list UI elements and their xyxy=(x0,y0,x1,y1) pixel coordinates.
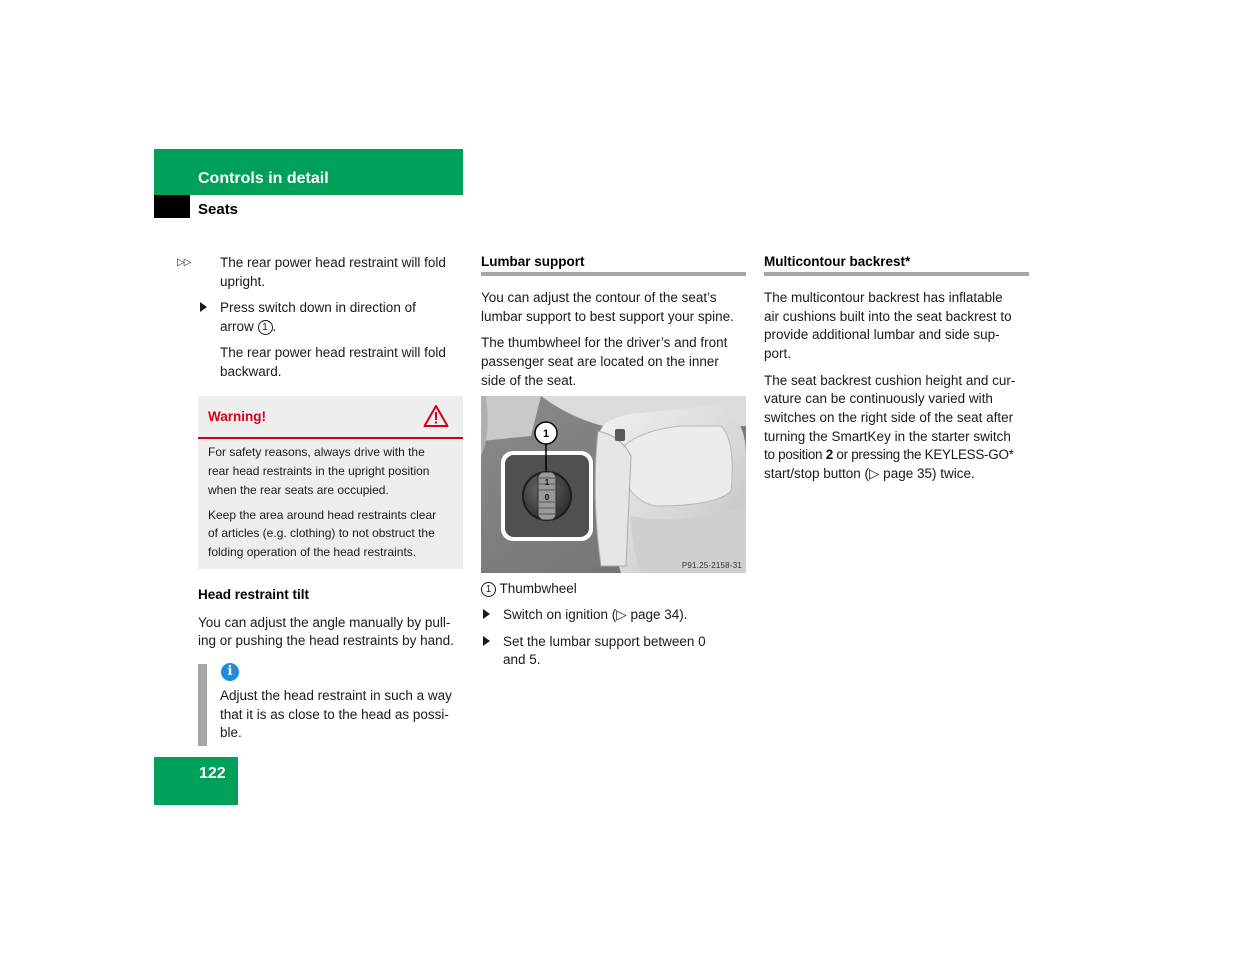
position-text: to position xyxy=(764,447,826,462)
info-side-bar xyxy=(198,664,207,746)
bullet-arrow-icon xyxy=(483,636,490,646)
position-number: 2 xyxy=(825,447,833,462)
photo-code: P91.25-2158-31 xyxy=(681,561,742,570)
multicontour-para1-line1: The multicontour backrest has inflatable xyxy=(764,290,1003,305)
warning-title: Warning! xyxy=(208,409,266,424)
fold-backward-text: The rear power head restraint will fold backward. xyxy=(220,345,446,379)
keyless-go-text: or pressing the KEYLESS-GO* xyxy=(832,447,1014,462)
lumbar-para2-line3: side of the seat. xyxy=(481,373,577,388)
subsection-marker xyxy=(154,195,190,218)
multicontour-para2-line1: The seat backrest cushion height and cur- xyxy=(764,373,1016,388)
multicontour-para1-line2: air cushions built into the seat backrest to xyxy=(764,309,1012,324)
lumbar-para1-line1: You can adjust the contour of the seat’s xyxy=(481,290,717,305)
bullet-arrow-icon xyxy=(200,302,207,312)
thumbwheel-photo xyxy=(481,396,746,573)
caption xyxy=(481,579,577,598)
step-press-text: arrow xyxy=(220,319,254,334)
warning-divider xyxy=(198,437,463,439)
fold-upright-text: The rear power head restraint will fold upright. xyxy=(220,255,446,289)
lumbar-step2-line1: Set the lumbar support between 0 xyxy=(503,634,706,649)
caption-number-badge: 1 xyxy=(481,582,496,597)
info-line1: Adjust the head restraint in such a way xyxy=(220,688,452,703)
subsection-title: Seats xyxy=(198,201,239,218)
wheel-mark-1: 1 xyxy=(544,478,550,487)
photo-callout-number: 1 xyxy=(542,428,550,440)
arrow-number-badge: 1 xyxy=(258,320,273,335)
multicontour-para2-line3: switches on the right side of the seat after xyxy=(764,410,1014,425)
warning-para2-line3: folding operation of the head restraints. xyxy=(208,545,417,559)
step-press-period: . xyxy=(272,319,277,334)
multicontour-para2-line2: vature can be continuously varied with xyxy=(764,391,993,406)
multicontour-heading-rule xyxy=(764,272,1029,276)
multicontour-para1-line4: port. xyxy=(764,346,792,361)
lumbar-step2-line2: and 5. xyxy=(503,652,541,667)
info-icon: i xyxy=(221,663,239,681)
bullet-arrow-icon xyxy=(483,609,490,619)
page-number: 122 xyxy=(199,765,226,782)
tilt-line2: ing or pushing the head restraints by hand. xyxy=(198,633,454,648)
lumbar-heading-rule xyxy=(481,272,746,276)
thumbwheel-illustration xyxy=(481,396,746,573)
step-press-line2 xyxy=(220,317,276,336)
lumbar-para1-line2: lumbar support to best support your spine. xyxy=(481,309,734,324)
lumbar-para2-line2: passenger seat are located on the inner xyxy=(481,354,719,369)
wheel-mark-0: 0 xyxy=(544,493,550,502)
multicontour-para2-line6: start/stop button (▷ page 35) twice. xyxy=(764,466,975,481)
multicontour-para1-line3: provide additional lumbar and side sup- xyxy=(764,327,1000,342)
warning-para1-line2: rear head restraints in the upright position xyxy=(208,464,430,478)
section-title: Controls in detail xyxy=(198,170,329,187)
warning-para2-line1: Keep the area around head restraints clear xyxy=(208,508,437,522)
warning-para1-line1: For safety reasons, always drive with the xyxy=(208,445,425,459)
step-press-line1: Press switch down in direction of xyxy=(220,300,416,315)
caption-text: Thumbwheel xyxy=(499,581,577,596)
lumbar-heading: Lumbar support xyxy=(481,254,585,269)
multicontour-para2-line5 xyxy=(764,445,1014,464)
warning-para2-line2: of articles (e.g. clothing) to not obstruct the xyxy=(208,526,435,540)
warning-triangle-icon xyxy=(423,404,449,428)
info-line2: that it is as close to the head as possi- xyxy=(220,707,449,722)
lumbar-step1: Switch on ignition (▷ page 34). xyxy=(503,607,688,622)
multicontour-heading: Multicontour backrest* xyxy=(764,254,911,269)
tilt-line1: You can adjust the angle manually by pull- xyxy=(198,615,451,630)
tilt-heading: Head restraint tilt xyxy=(198,587,310,602)
multicontour-para2-line4: turning the SmartKey in the starter switch xyxy=(764,429,1011,444)
info-line3: ble. xyxy=(220,725,242,740)
continued-marker: ▷▷ xyxy=(177,257,191,268)
lumbar-para2-line1: The thumbwheel for the driver’s and front xyxy=(481,335,728,350)
warning-para1-line3: when the rear seats are occupied. xyxy=(208,483,389,497)
